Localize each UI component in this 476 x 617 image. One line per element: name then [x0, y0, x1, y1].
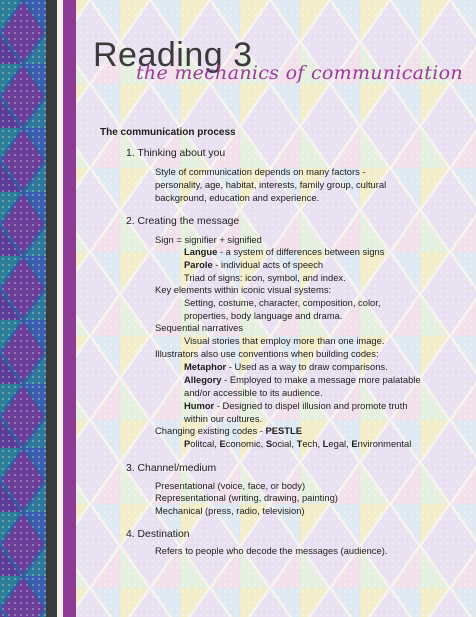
- s1-line: background, education and experience.: [155, 192, 320, 203]
- s4-line: Refers to people who decode the messages (audience).: [155, 545, 388, 556]
- humor-text: - Designed to dispel illusion and promote truth: [214, 400, 408, 411]
- s3-line: Representational (writing, drawing, painting): [155, 492, 338, 503]
- pestle-initial: P: [184, 438, 191, 449]
- key-line: Key elements within iconic visual systems:: [155, 284, 332, 295]
- s1-heading: 1. Thinking about you: [126, 148, 226, 159]
- pestle-rest: olitcal,: [190, 438, 220, 449]
- key-detail: Setting, costume, character, composition, color,: [184, 297, 381, 308]
- pestle-initial: S: [265, 438, 273, 449]
- key-detail: properties, body language and drama.: [184, 310, 343, 321]
- allegory-term: Allegory: [184, 374, 222, 385]
- metaphor-line: [184, 361, 388, 374]
- pestle-initial: L: [322, 438, 329, 449]
- page-subtitle: the mechanics of communication: [136, 62, 463, 84]
- pestle-rest: egal,: [328, 438, 352, 449]
- pestle-label: PESTLE: [265, 425, 302, 436]
- s3-line: Mechanical (press, radio, television): [155, 505, 305, 516]
- parole-term: Parole: [184, 259, 213, 270]
- sequential-line: Sequential narratives: [155, 322, 244, 333]
- metaphor-term: Metaphor: [184, 361, 227, 372]
- humor-line: [184, 400, 408, 413]
- illustrators-line: Illustrators also use conventions when building codes:: [155, 348, 379, 359]
- s4-heading: 4. Destination: [126, 529, 190, 540]
- humor-line-2: within our cultures.: [184, 413, 263, 424]
- section-heading: The communication process: [100, 127, 236, 138]
- pestle-initial: E: [351, 438, 358, 449]
- langue-text: - a system of differences between signs: [217, 246, 385, 257]
- s1-line: personality, age, habitat, interests, family group, cultural: [155, 179, 387, 190]
- pestle-rest: conomic,: [225, 438, 266, 449]
- langue-line: [184, 246, 384, 259]
- changing-prefix: Changing existing codes -: [155, 425, 266, 436]
- dark-side-bar: [46, 0, 57, 617]
- pestle-rest: nvironmental: [357, 438, 412, 449]
- s3-line: Presentational (voice, face, or body): [155, 480, 306, 491]
- document-content: [76, 0, 476, 617]
- pestle-initial: E: [219, 438, 226, 449]
- humor-term: Humor: [184, 400, 215, 411]
- pestle-initial: T: [296, 438, 303, 449]
- s3-heading: 3. Channel/medium: [126, 463, 217, 474]
- triad-line: Triad of signs: icon, symbol, and index.: [184, 272, 346, 283]
- langue-term: Langue: [184, 246, 218, 257]
- allegory-line-2: and/or accessible to its audience.: [184, 387, 323, 398]
- pestle-line: [184, 438, 411, 451]
- pestle-rest: ocial,: [272, 438, 297, 449]
- pestle-rest: ech,: [302, 438, 323, 449]
- sign-line: Sign = signifier + signified: [155, 234, 262, 245]
- metaphor-text: - Used as a way to draw comparisons.: [226, 361, 388, 372]
- purple-side-bar: [63, 0, 76, 617]
- changing-line: [155, 425, 302, 438]
- allegory-line: [184, 374, 421, 387]
- parole-line: [184, 259, 323, 272]
- sequential-detail: Visual stories that employ more than one image.: [184, 335, 385, 346]
- s2-heading: 2. Creating the message: [126, 216, 240, 227]
- s1-line: Style of communication depends on many factors -: [155, 166, 366, 177]
- page-title: Reading 3: [93, 36, 253, 74]
- allegory-text: - Employed to make a message more palatable: [221, 374, 421, 385]
- parole-text: - individual acts of speech: [212, 259, 324, 270]
